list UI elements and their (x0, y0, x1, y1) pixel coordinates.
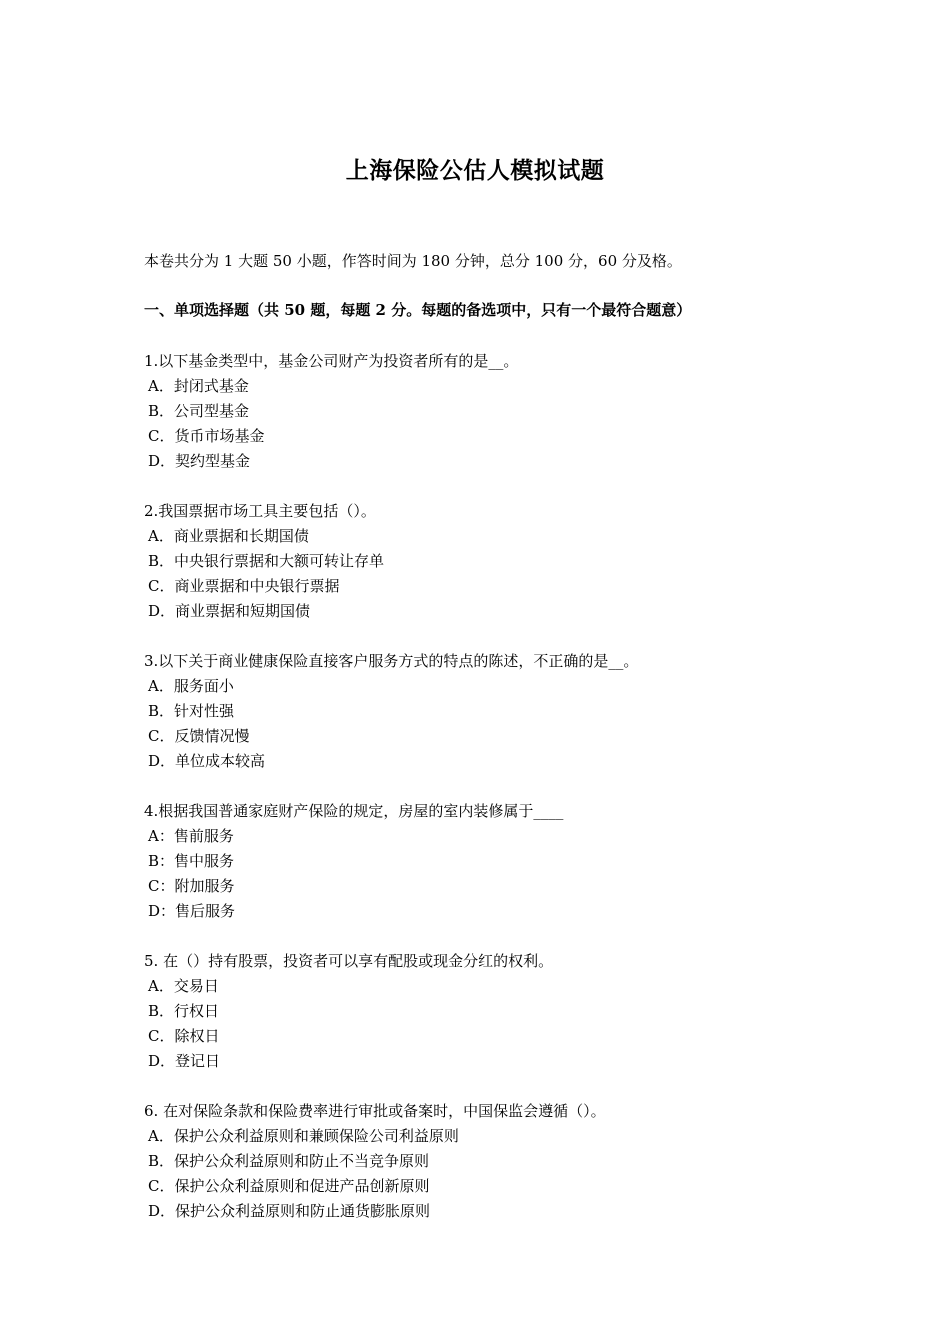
option-b: B．针对性强 (148, 702, 235, 720)
option-d: D．单位成本较高 (148, 752, 266, 770)
option-b: B．保护公众利益原则和防止不当竞争原则 (148, 1152, 430, 1170)
option-a: A．交易日 (148, 977, 219, 995)
option-c: C：附加服务 (148, 877, 235, 895)
option-b: B．中央银行票据和大额可转让存单 (148, 552, 385, 570)
question-stem: 5. 在（）持有股票，投资者可以享有配股或现金分红的权利。 (144, 952, 554, 970)
option-c: C．商业票据和中央银行票据 (148, 577, 340, 595)
option-b: B：售中服务 (148, 852, 235, 870)
question-3 (144, 649, 864, 774)
section-heading: 一、单项选择题（共 50 题，每题 2 分。每题的备选项中，只有一个最符合题意） (144, 301, 692, 319)
option-a: A．服务面小 (148, 677, 234, 695)
question-1 (144, 349, 864, 474)
option-d: D．契约型基金 (148, 452, 251, 470)
question-4 (144, 799, 864, 924)
option-d: D．登记日 (148, 1052, 221, 1070)
question-stem: 6. 在对保险条款和保险费率进行审批或备案时，中国保监会遵循（）。 (144, 1102, 606, 1120)
option-c: C．反馈情况慢 (148, 727, 250, 745)
option-a: A．封闭式基金 (148, 377, 249, 395)
question-stem: 1.以下基金类型中，基金公司财产为投资者所有的是__。 (144, 352, 519, 370)
option-d: D．商业票据和短期国债 (148, 602, 311, 620)
option-c: C．除权日 (148, 1027, 220, 1045)
option-a: A：售前服务 (148, 827, 234, 845)
option-d: D．保护公众利益原则和防止通货膨胀原则 (148, 1202, 431, 1220)
question-stem: 3.以下关于商业健康保险直接客户服务方式的特点的陈述，不正确的是__。 (144, 652, 639, 670)
question-stem: 2.我国票据市场工具主要包括（）。 (144, 502, 376, 520)
question-2 (144, 499, 864, 624)
option-d: D：售后服务 (148, 902, 236, 920)
question-stem: 4.根据我国普通家庭财产保险的规定，房屋的室内装修属于____ (144, 802, 564, 820)
exam-intro: 本卷共分为 1 大题 50 小题，作答时间为 180 分钟，总分 100 分，60 分及格。 (144, 252, 682, 270)
option-b: B．行权日 (148, 1002, 220, 1020)
option-a: A．保护公众利益原则和兼顾保险公司利益原则 (148, 1127, 459, 1145)
question-5 (144, 949, 864, 1074)
question-list (144, 349, 864, 1249)
question-6 (144, 1099, 864, 1224)
option-b: B．公司型基金 (148, 402, 250, 420)
option-a: A．商业票据和长期国债 (148, 527, 309, 545)
option-c: C．保护公众利益原则和促进产品创新原则 (148, 1177, 430, 1195)
option-c: C．货币市场基金 (148, 427, 265, 445)
document-title: 上海保险公估人模拟试题 (345, 157, 605, 184)
